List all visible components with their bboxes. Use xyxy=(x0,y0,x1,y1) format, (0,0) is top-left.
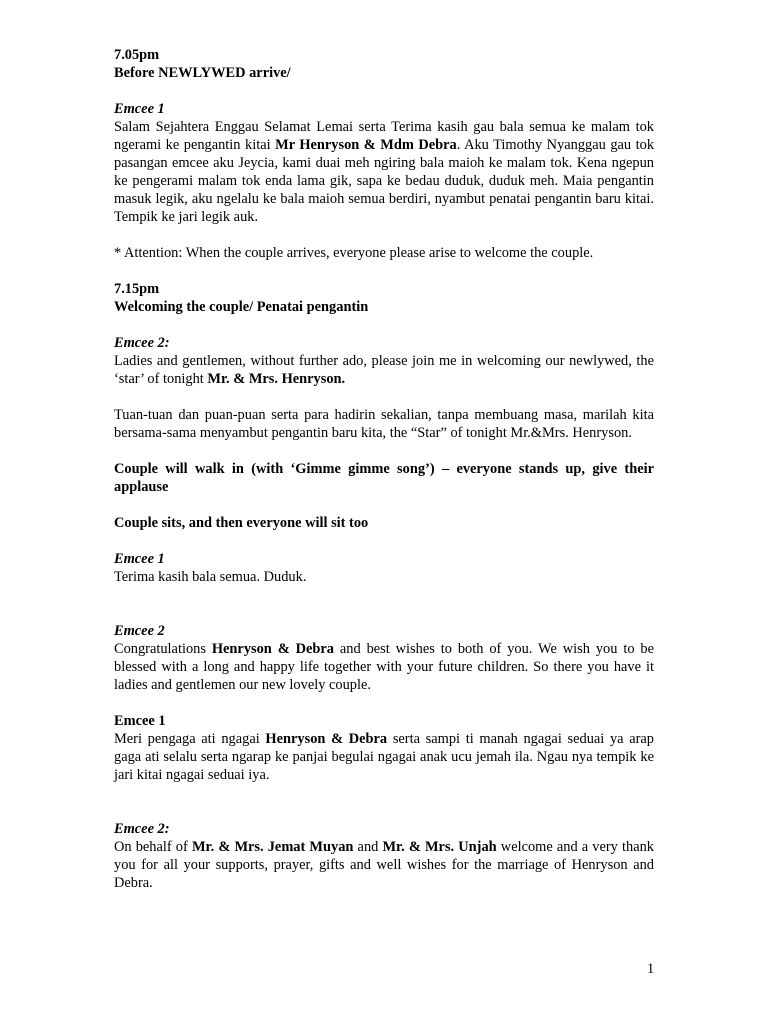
couple-name: Mr. & Mrs. Henryson. xyxy=(207,371,346,387)
speech-paragraph: Tuan-tuan dan puan-puan serta para hadirin sekalian, tanpa membuang masa, marilah kita bersama-sama menyambut pengantin baru kita, the “Star” of tonight Mr.&Mrs. Henryson. xyxy=(114,407,654,441)
speaker-label: Emcee 2 xyxy=(114,623,165,639)
emcee-1-blessing xyxy=(114,712,654,784)
speech-text: Congratulations xyxy=(114,641,212,657)
couple-name: Henryson & Debra xyxy=(211,641,334,657)
speech-paragraph xyxy=(114,730,654,784)
attention-text: * Attention: When the couple arrives, everyone please arise to welcome the couple. xyxy=(114,245,594,261)
instruction-text: Couple sits, and then everyone will sit too xyxy=(114,515,369,531)
couple-name: Mr Henryson & Mdm Debra xyxy=(275,137,457,153)
attention-note xyxy=(114,244,654,262)
parents-name: Mr. & Mrs. Unjah xyxy=(382,839,497,855)
speech-paragraph xyxy=(114,640,654,694)
speaker-label: Emcee 2: xyxy=(114,335,170,351)
parents-name: Mr. & Mrs. Jemat Muyan xyxy=(191,839,354,855)
emcee-1-opening xyxy=(114,100,654,226)
emcee-1-thanks xyxy=(114,550,654,586)
emcee-2-congratulations xyxy=(114,622,654,694)
speech-text: Ladies and gentlemen, without further ado, please join me in welcoming our newlywed, the ‘star’ of tonight xyxy=(114,353,654,387)
speech-text: . Aku Timothy Nyanggau gau tok pasangan emcee aku Jeycia, kami duai meh ngiring bala maioh ke malam tok. Kena ngepun ke pengerami malam tok enda lama gik, sapa ke bedau duduk, duduk meh. Maia pengantin masuk legik, aku ngelalu ke bala maioh semua berdiri, nyambut penatai pengantin baru kitai. Tempik ke jari legik auk. xyxy=(114,137,655,225)
emcee-2-behalf xyxy=(114,820,654,892)
section-heading: Before NEWLYWED arrive/ xyxy=(114,65,291,81)
time-label: 7.05pm xyxy=(114,47,160,63)
section-before-arrival xyxy=(114,46,654,82)
speech-text: welcome and a very thank you for all your supports, prayer, gifts and well wishes for the marriage of Henryson and Debra. xyxy=(114,839,654,891)
speech-paragraph: Terima kasih bala semua. Duduk. xyxy=(114,569,307,585)
speaker-label: Emcee 2: xyxy=(114,821,170,837)
emcee-2-welcome xyxy=(114,334,654,388)
malay-welcome xyxy=(114,406,654,442)
section-welcoming xyxy=(114,280,654,316)
couple-name: Henryson & Debra xyxy=(265,731,388,747)
speaker-label: Emcee 1 xyxy=(114,713,166,729)
instruction-text: Couple will walk in (with ‘Gimme gimme song’) – everyone stands up, give their applause xyxy=(114,461,654,495)
speaker-label: Emcee 1 xyxy=(114,101,165,117)
speech-paragraph xyxy=(114,118,654,226)
speech-text: On behalf of xyxy=(114,839,192,855)
speech-text: Salam Sejahtera Enggau Selamat Lemai serta Terima kasih gau bala semua ke malam tok ngerami ke pengantin kitai xyxy=(114,119,654,153)
speech-paragraph xyxy=(114,838,654,892)
walk-in-instruction xyxy=(114,460,654,496)
section-heading: Welcoming the couple/ Penatai pengantin xyxy=(114,299,369,315)
page-number: 1 xyxy=(647,961,655,977)
speaker-label: Emcee 1 xyxy=(114,551,165,567)
time-label: 7.15pm xyxy=(114,281,160,297)
speech-text: and xyxy=(353,839,383,855)
speech-text: serta sampi ti manah ngagai seduai ya arap gaga ati selalu serta ngarap ke panjai begulai ngagai anak ucu jemah ila. Ngau nya tempik ke jari kitai ngagai seduai iya. xyxy=(114,731,654,783)
speech-paragraph xyxy=(114,352,654,388)
speech-text: and best wishes to both of you. We wish you to be blessed with a long and happy life together with your future children. So there you have it ladies and gentlemen our new lovely couple. xyxy=(114,641,655,693)
document-body xyxy=(114,46,654,910)
sit-instruction xyxy=(114,514,654,532)
speech-text: Meri pengaga ati ngagai xyxy=(114,731,266,747)
